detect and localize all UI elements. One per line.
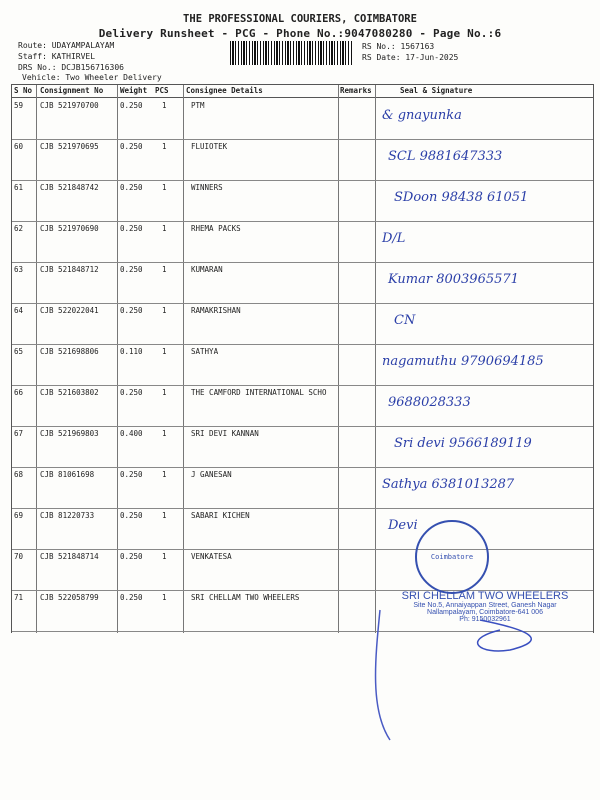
cell-weight: 0.250: [120, 593, 143, 602]
runsheet-table: [11, 84, 594, 633]
col-header-pcs: PCS: [155, 86, 169, 95]
cell-consignment-no: CJB 521970695: [40, 142, 99, 151]
cell-consignee: THE CAMFORD INTERNATIONAL SCHO: [191, 388, 327, 397]
cell-sno: 60: [14, 142, 24, 151]
cell-sno: 66: [14, 388, 24, 397]
handwritten-signature: & gnayunka: [382, 108, 462, 123]
col-header-consignment: Consignment No: [40, 86, 104, 95]
cell-pcs: 1: [162, 265, 167, 274]
cell-consignment-no: CJB 521848712: [40, 265, 99, 274]
cell-weight: 0.250: [120, 101, 143, 110]
cell-sno: 71: [14, 593, 24, 602]
handwritten-signature: CN: [394, 313, 416, 328]
route-info: Route: UDAYAMPALAYAM: [18, 41, 115, 50]
cell-sno: 70: [14, 552, 24, 561]
cell-consignee: SATHYA: [191, 347, 219, 356]
cell-weight: 0.250: [120, 265, 143, 274]
handwritten-signature: SDoon 98438 61051: [394, 190, 529, 205]
cell-pcs: 1: [162, 470, 167, 479]
table-row: [12, 549, 593, 591]
cell-weight: 0.250: [120, 470, 143, 479]
cell-consignment-no: CJB 521698806: [40, 347, 99, 356]
cell-sno: 65: [14, 347, 24, 356]
table-row: [12, 180, 593, 222]
cell-sno: 68: [14, 470, 24, 479]
cell-pcs: 1: [162, 101, 167, 110]
table-row: [12, 98, 593, 140]
cell-weight: 0.250: [120, 552, 143, 561]
handwritten-signature: SCL 9881647333: [388, 149, 503, 164]
cell-sno: 69: [14, 511, 24, 520]
handwritten-signature: Sathya 6381013287: [382, 477, 515, 492]
cell-consignee: VENKATESA: [191, 552, 232, 561]
cell-consignee: PTM: [191, 101, 205, 110]
cell-weight: 0.250: [120, 388, 143, 397]
table-row: [12, 303, 593, 345]
cell-sno: 67: [14, 429, 24, 438]
cell-weight: 0.250: [120, 142, 143, 151]
stamp-address-2: Nallampalayam, Coimbatore-641 006: [427, 609, 543, 616]
rs-number: RS No.: 1567163: [362, 42, 435, 51]
cell-sno: 59: [14, 101, 24, 110]
handwritten-signature: Devi: [388, 518, 418, 533]
table-row: [12, 139, 593, 181]
cell-pcs: 1: [162, 347, 167, 356]
cell-weight: 0.110: [120, 347, 143, 356]
runsheet-subtitle: Delivery Runsheet - PCG - Phone No.:9047080280 - Page No.:6: [98, 27, 502, 40]
cell-consignment-no: CJB 81061698: [40, 470, 95, 479]
cell-sno: 63: [14, 265, 24, 274]
cell-consignee: J GANESAN: [191, 470, 232, 479]
cell-sno: 64: [14, 306, 24, 315]
cell-pcs: 1: [162, 183, 167, 192]
cell-weight: 0.400: [120, 429, 143, 438]
col-header-weight: Weight: [120, 86, 148, 95]
table-row: [12, 467, 593, 509]
pen-scribble: [360, 600, 560, 750]
cell-sno: 62: [14, 224, 24, 233]
cell-consignment-no: CJB 522022041: [40, 306, 99, 315]
cell-pcs: 1: [162, 511, 167, 520]
col-header-signature: Seal & Signature: [400, 86, 473, 95]
cell-consignment-no: CJB 521603802: [40, 388, 99, 397]
col-header-remarks: Remarks: [340, 86, 372, 95]
cell-consignment-no: CJB 521969803: [40, 429, 99, 438]
cell-consignment-no: CJB 81220733: [40, 511, 95, 520]
company-seal: Coimbatore: [415, 520, 489, 594]
cell-consignee: SABARI KICHEN: [191, 511, 250, 520]
handwritten-signature: D/L: [382, 231, 406, 246]
cell-consignment-no: CJB 521970700: [40, 101, 99, 110]
cell-consignee: RHEMA PACKS: [191, 224, 241, 233]
cell-weight: 0.250: [120, 224, 143, 233]
cell-weight: 0.250: [120, 511, 143, 520]
cell-pcs: 1: [162, 224, 167, 233]
staff-info: Staff: KATHIRVEL: [18, 52, 96, 61]
col-header-sno: S No: [14, 86, 33, 95]
rs-date: RS Date: 17-Jun-2025: [362, 53, 459, 62]
table-row: [12, 344, 593, 386]
cell-pcs: 1: [162, 142, 167, 151]
cell-pcs: 1: [162, 388, 167, 397]
handwritten-signature: 9688028333: [388, 395, 471, 410]
cell-consignee: RAMAKRISHAN: [191, 306, 241, 315]
cell-consignment-no: CJB 522058799: [40, 593, 99, 602]
stamp-address-1: Site No.5, Annaiyappan Street, Ganesh Nagar: [413, 602, 557, 609]
company-title: THE PROFESSIONAL COURIERS, COIMBATORE: [183, 13, 417, 25]
cell-consignee: SRI DEVI KANNAN: [191, 429, 259, 438]
stamp-company-name: SRI CHELLAM TWO WHEELERS: [401, 590, 569, 602]
cell-sno: 61: [14, 183, 24, 192]
handwritten-signature: Sri devi 9566189119: [394, 436, 532, 451]
cell-pcs: 1: [162, 552, 167, 561]
cell-consignment-no: CJB 521970690: [40, 224, 99, 233]
cell-pcs: 1: [162, 306, 167, 315]
cell-consignment-no: CJB 521848714: [40, 552, 99, 561]
col-header-consignee: Consignee Details: [186, 86, 263, 95]
cell-weight: 0.250: [120, 183, 143, 192]
cell-consignee: WINNERS: [191, 183, 223, 192]
table-row: [12, 262, 593, 304]
cell-consignee: SRI CHELLAM TWO WHEELERS: [191, 593, 300, 602]
table-row: [12, 508, 593, 550]
table-row: [12, 385, 593, 427]
cell-consignee: KUMARAN: [191, 265, 223, 274]
drs-info: DRS No.: DCJB156716306: [18, 63, 124, 72]
handwritten-signature: nagamuthu 9790694185: [382, 354, 544, 369]
cell-consignee: FLUIOTEK: [191, 142, 228, 151]
cell-pcs: 1: [162, 429, 167, 438]
stamp-phone: Ph: 9150032961: [459, 616, 511, 623]
barcode: [230, 41, 352, 65]
table-row: [12, 221, 593, 263]
cell-consignment-no: CJB 521848742: [40, 183, 99, 192]
cell-pcs: 1: [162, 593, 167, 602]
handwritten-signature: Kumar 8003965571: [388, 272, 519, 287]
cell-weight: 0.250: [120, 306, 143, 315]
table-row: [12, 426, 593, 468]
vehicle-info: Vehicle: Two Wheeler Delivery: [22, 73, 162, 82]
